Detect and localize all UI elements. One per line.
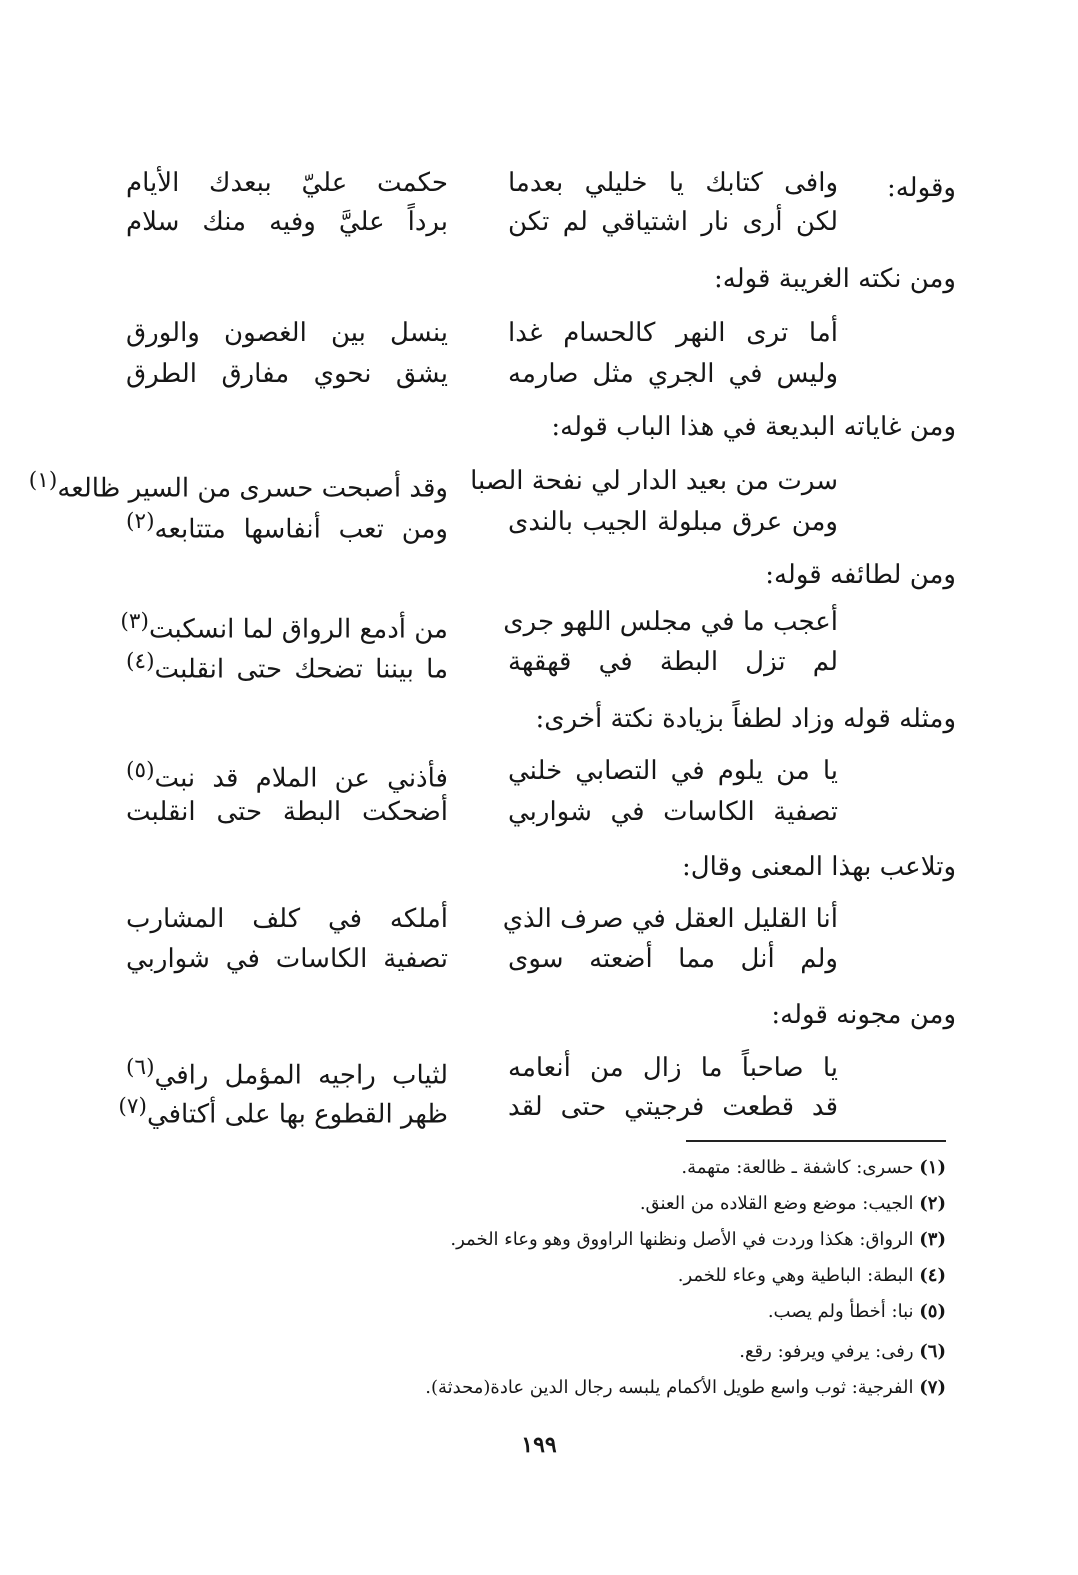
verse-hemistich-left (120, 605, 448, 647)
verse-hemistich-left (118, 1090, 448, 1132)
hemistich-text: وقد أصبحت حسرى من السير ظالعه (57, 473, 448, 504)
footnote (425, 1376, 946, 1400)
verse-hemistich-right: أعجب ما في مجلس اللهو جرى (503, 607, 838, 637)
verse-hemistich-right: قد قطعت فرجيتي حتى لقد (508, 1092, 838, 1122)
verse-hemistich-right: أنا القليل العقل في صرف الذي (502, 904, 838, 934)
verse-label: وقوله: (886, 173, 956, 203)
hemistich-text: من أدمع الرواق لما انسكبت (148, 614, 448, 645)
section-intro: ومن غاياته البديعة في هذا الباب قوله: (551, 412, 956, 442)
footnote-number: (٢) (919, 1193, 946, 1214)
hemistich-text: ظهر القطوع بها على أكتافي (146, 1099, 448, 1130)
verse-hemistich-left: أضحكت البطة حتى انقلبت (126, 797, 448, 827)
verse-hemistich-right: وافى كتابك يا خليلي بعدما (508, 168, 838, 198)
footnote-number: (٧) (919, 1377, 946, 1398)
footnote-number: (١) (919, 1157, 946, 1178)
section-intro: ومن مجونه قوله: (771, 1000, 956, 1030)
verse-hemistich-right: يا من يلوم في التصابي خلني (508, 756, 838, 786)
footnote (640, 1192, 946, 1216)
footnote-text: حسرى: كاشفة ـ ظالعة: متهمة. (681, 1157, 914, 1178)
verse-hemistich-left (126, 754, 448, 796)
verse-hemistich-left: أملكه في كلف المشارب (126, 904, 448, 934)
hemistich-text: ما بيننا تضحك حتى انقلبت (154, 654, 448, 685)
footnote-marker: (٧) (118, 1094, 147, 1119)
footnote-text: البطة: الباطية وهي وعاء للخمر. (677, 1265, 914, 1286)
verse-hemistich-left: برداً عليَّ وفيه منك سلام (126, 207, 448, 237)
footnote-text: الجيب: موضع وضع القلاده من العنق. (639, 1193, 914, 1214)
section-intro: ومن نكته الغريبة قوله: (714, 264, 956, 294)
page-number: ١٩٩ (521, 1432, 557, 1458)
verse-hemistich-left (126, 505, 448, 547)
footnote-text: رفى: يرفي ويرفو: رقع. (739, 1341, 914, 1362)
footnote-number: (٣) (919, 1229, 946, 1250)
footnote-marker: (١) (28, 468, 58, 493)
verse-hemistich-left: ينسل بين الغصون والورق (126, 318, 448, 348)
hemistich-text: لثياب راجيه المؤمل رافي (154, 1060, 448, 1091)
footnote-number: (٦) (919, 1341, 946, 1362)
verse-hemistich-left (28, 464, 448, 506)
section-intro: وتلاعب بهذا المعنى وقال: (681, 852, 956, 882)
footnote-number: (٥) (919, 1301, 946, 1322)
footnote (739, 1340, 946, 1364)
hemistich-text: فأذني عن الملام قد نبت (154, 763, 448, 794)
verse-hemistich-right: سرت من بعيد الدار لي نفحة الصبا (470, 466, 838, 496)
footnote (450, 1228, 946, 1252)
footnote (678, 1264, 946, 1288)
hemistich-text: ومن تعب أنفاسها متتابعه (154, 514, 448, 545)
section-intro: ومن لطائفه قوله: (765, 560, 956, 590)
verse-hemistich-left: يشق نحوي مفارق الطرق (126, 359, 448, 389)
verse-hemistich-right: ولم أنل مما أضعته سوى (508, 944, 838, 974)
footnote (768, 1300, 946, 1324)
verse-hemistich-left: حكمت عليّ ببعدك الأيام (126, 168, 448, 198)
footnote-marker: (٤) (126, 649, 155, 674)
verse-hemistich-right: لكن أرى نار اشتياقي لم تكن (508, 207, 838, 237)
footnote-marker: (٦) (126, 1055, 155, 1080)
verse-hemistich-right: أما ترى النهر كالحسام غدا (508, 318, 838, 348)
footnote-marker: (٣) (120, 609, 149, 634)
footnote-marker: (٥) (126, 758, 155, 783)
footnote-divider (686, 1140, 946, 1142)
verse-hemistich-left: تصفية الكاسات في شواربي (126, 944, 448, 974)
section-intro: ومثله قوله وزاد لطفاً بزيادة نكتة أخرى: (535, 704, 956, 734)
verse-hemistich-right: يا صاحباً ما زال من أنعامه (508, 1053, 838, 1083)
verse-hemistich-right: لم تزل البطة في قهقهة (508, 647, 838, 677)
footnote-text: الفرجية: ثوب واسع طويل الأكمام يلبسه رجال الدين عادة(محدثة). (425, 1377, 914, 1398)
verse-hemistich-left (126, 645, 448, 687)
verse-hemistich-right: تصفية الكاسات في شواربي (508, 797, 838, 827)
footnote-text: الرواق: هكذا وردت في الأصل ونظنها الراووق وهو وعاء الخمر. (450, 1229, 914, 1250)
footnote (681, 1156, 946, 1180)
verse-hemistich-left (126, 1051, 448, 1093)
verse-hemistich-right: ومن عرق مبلولة الجيب بالندى (508, 507, 838, 537)
verse-hemistich-right: وليس في الجري مثل صارمه (508, 359, 838, 389)
footnote-marker: (٢) (126, 509, 155, 534)
footnote-number: (٤) (919, 1265, 946, 1286)
footnote-text: نبا: أخطأ ولم يصب. (767, 1301, 914, 1322)
